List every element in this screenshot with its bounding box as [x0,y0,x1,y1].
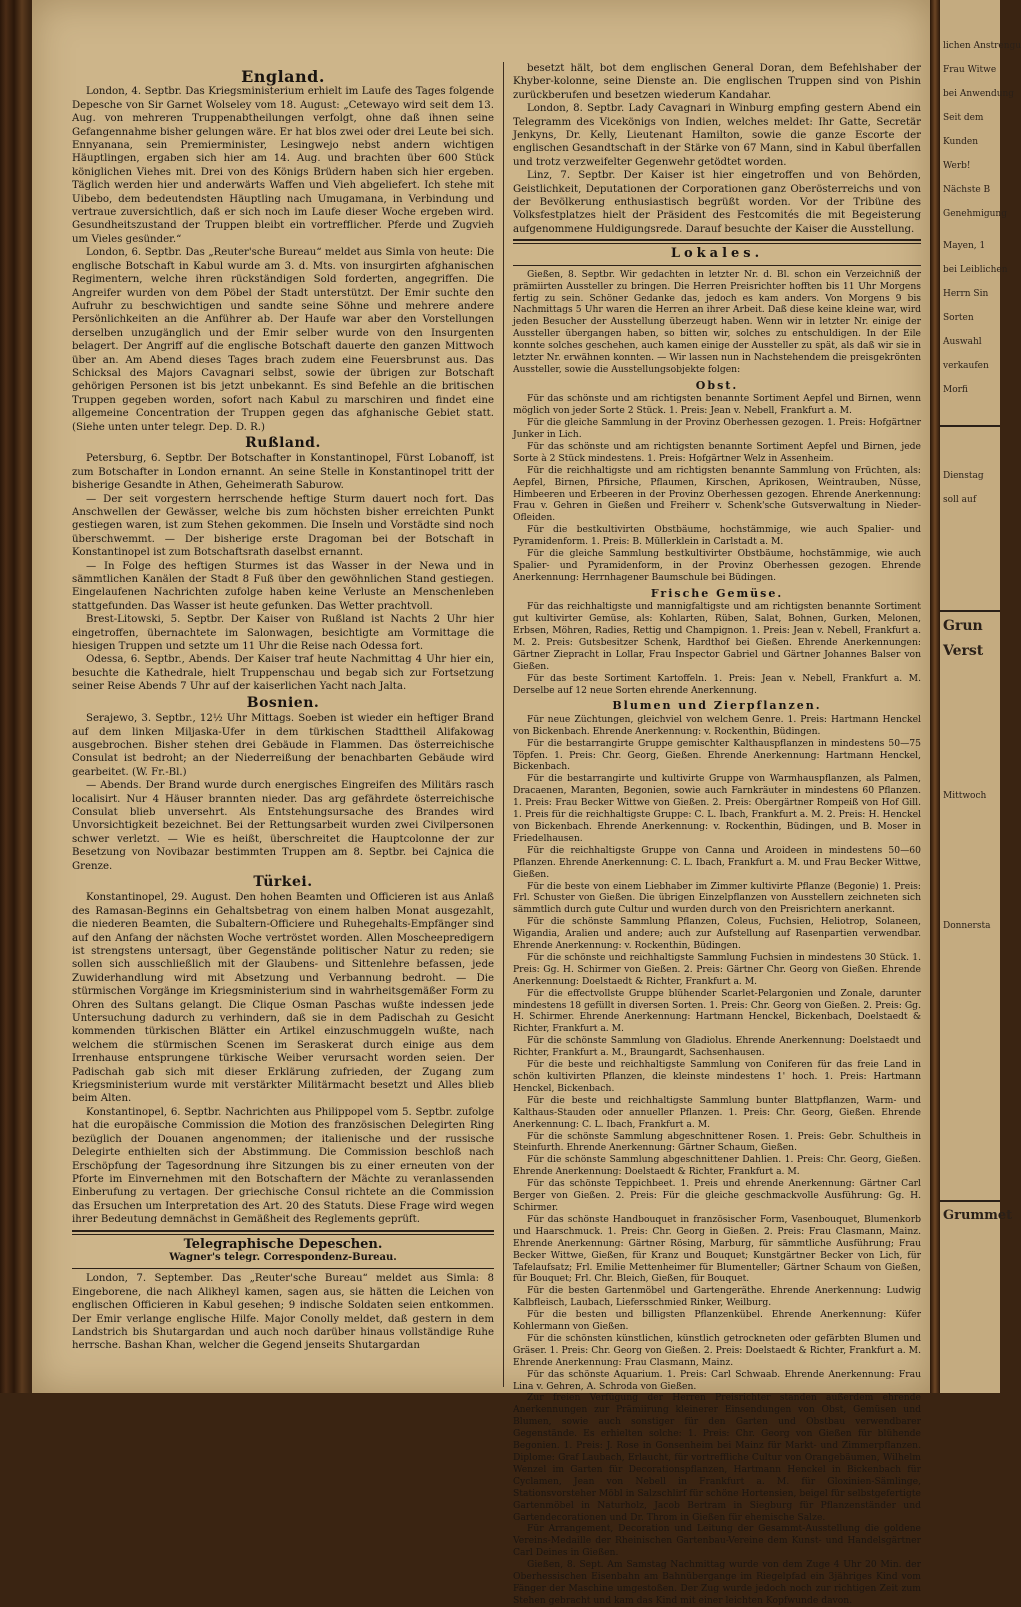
award-entry: Für das schönste Aquarium. 1. Preis: Carl Schwaab. Ehrende Anerkennung: Frau Lina v. Gehren, A. Schroda von Gießen. [513,1368,921,1392]
award-entry: Für die bestkultivirten Obstbäume, hochstämmige, wie auch Spalier- und Pyramidenform. 1. Preis: B. Müllerklein in Carlstadt a. M. [513,524,921,548]
fragment-line: lichen Anstrengu [943,41,1021,51]
award-entry: Für das reichhaltigste und mannigfaltigste und am richtigsten benannte Sortiment gut kultivirter Gemüse, als: Kohlarten, Rüben, Salat, Bohnen, Gurken, Melonen, Erbsen, Möhren, Radies, Rettig und Champignon. 1. Preis: Jean v. Nebell, Frankfurt a. M. 2. Preis: Gutsbesitzer Schenk, Hardthof bei Gießen. Ehrende Anerkennungen: Gärtner Ziepracht in Lollar, Frau Inspector Gabriel und Gärtner Johannes Balser von Gießen. [513,601,921,672]
fragment-line: Auswahl [943,337,982,347]
section-heading-russland: Rußland. [245,434,321,451]
award-entry: Für das schönste und am richtigsten benannte Sortiment Aepfel und Birnen, jede Sorte à 2 Stück mindestens. 1. Preis: Hofgärtner Welz in Assenheim. [513,440,921,464]
award-entry: Für die schönste Sammlung von Gladiolus. Ehrende Anerkennung: Doelstaedt und Richter, Frankfurt a. M., Braungardt, Sachsenhausen. [513,1035,921,1059]
article-paragraph: — Abends. Der Brand wurde durch energisches Eingreifen des Militärs rasch localisirt. Nur 4 Häuser brannten nieder. Das arg gefährdete österreichische Consulat blieb unversehrt. Als Entstehungsursache des Brandes wird Unvorsichtigkeit bezeichnet. Bei der Rettungsarbeit wurden zwei Civilpersonen schwer verletzt. — Wie es heißt, überschreitet die Hauptcolonne der zur Besetzung von Novibazar bestimmten Truppen am 8. Septbr. bei Cajnica die Grenze. [72,780,494,872]
award-entry: Für Arrangement, Decoration und Leitung der Gesammt-Ausstellung die goldene Vereins-Medaille der Rheinischen Gartenbau-Vereine dem Kunst- und Handelsgärtner Carl Deines in Gießen. [513,1523,921,1559]
fragment-line: Frau Witwe [943,65,997,75]
award-entry: Für die schönste Sammlung abgeschnittener Rosen. 1. Preis: Gebr. Schultheis in Steinfurth. Ehrende Anerkennung: Gärtner Schaum, Gießen. [513,1130,921,1154]
article-paragraph: Konstantinopel, 6. Septbr. Nachrichten aus Philippopel vom 5. Septbr. zufolge hat die europäische Commission die Motion des französischen Delegirten Ring bezüglich der Douanen angenommen; der italienische und der russische Delegirte enthielten sich der Abstimmung. Die Commission beschloß nach Erschöpfung der Tagesordnung ihre Sitzungen bis zu einer erneuten von der Pforte im Einvernehmen mit den Botschaftern der Mächte zu veranlassenden Einberufung zu vertagen. Der griechische Consul richtete an die Commission das Ersuchen um Interpretation des Art. 20 des Statuts. Diese Frage wird wegen ihrer Bedeutung demnächst in Gemäßheit des Reglements geprüft. [72,1106,494,1226]
award-entry: Für die bestarrangirte und kultivirte Gruppe von Warmhauspflanzen, als Palmen, Dracaenen, Maranten, Begonien, sowie auch Farnkräuter in mindestens 60 Pflanzen. 1. Preis: Frau Becker Wittwe von Gießen. 2. Preis: Obergärtner Rompeiß von Hof Gill. 1. Preis für die reichhaltigste Gruppe: C. L. Ibach, Frankfurt a. M. 2. Preis: H. Henckel von Bickenbach. Ehrende Anerkennung: v. Rockenthin, Büdingen, und B. Moser in Friedelhausen. [513,773,921,844]
fragment-rule [940,1200,1000,1202]
subheading-blumen: Blumen und Zierpflanzen. [612,699,822,713]
fragment-line: Morfi [943,385,968,395]
section-rule [513,265,921,266]
article-paragraph: Petersburg, 6. Septbr. Der Botschafter in Konstantinopel, Fürst Lobanoff, ist zum Botschafter in London ernannt. An seine Stelle in Konstantinopel tritt der bisherige Gesandte in Athen, Geheimerath Saburow. [72,453,494,492]
fragment-line: Seit dem [943,113,984,123]
fragment-line: verkaufen [943,361,989,371]
fragment-line: Nächste B [943,185,991,195]
fragment-line: bei Anwendung [943,89,1015,99]
award-entry: Für die effectvollste Gruppe blühender Scarlet-Pelargonien und Zonale, darunter mindestens 18 gefüllt in diversen Sorten. 1. Preis: Chr. Georg von Gießen. 2. Preis: Gg. H. Schirmer. Ehrende Anerkennung: Hartmann Henckel, Bickenbach, Doelstaedt & Richter, Frankfurt a. M. [513,987,921,1035]
fragment-line: soll auf [943,495,977,505]
award-entry: Für die schönste Sammlung Pflanzen, Coleus, Fuchsien, Heliotrop, Solaneen, Wigandia, Aralien und andere; auch zur Aufstellung auf Rasenpartien verwendbar. Ehrende Anerkennung: v. Rockenthin, Büdingen. [513,916,921,952]
fragment-heading: Verst [943,643,984,659]
fragment-line: bei Leiblichen [943,265,1008,275]
award-entry: Für die schönsten künstlichen, künstlich getrockneten oder gefärbten Blumen und Gräser. 1. Preis: Chr. Georg von Gießen. 2. Preis: Doelstaedt & Richter, Frankfurt a. M. Ehrende Anerkennung: Frau Clasmann, Mainz. [513,1332,921,1368]
article-paragraph: London, 6. Septbr. Das „Reuter'sche Bureau“ meldet aus Simla von heute: Die englische Botschaft in Kabul wurde am 3. d. Mts. von insurgirten afghanischen Regimentern, welche ihren rückständigen Sold forderten, angegriffen. Die Angreifer wurden von dem Pöbel der Stadt unterstützt. Der Emir suchte den Aufruhr zu beschwichtigen und sandte seine Söhne und mehrere andere Persönlichkeiten an die Anführer ab. Der Haufe war aber den Vorstellungen derselben unzugänglich und der Emir selber wurde von den Insurgenten belagert. Der Angriff auf die englische Botschaft dauerte den ganzen Mittwoch über an. Am Abend dieses Tages brach zudem eine Feuersbrunst aus. Das Schicksal des Majors Cavagnari selbst, sowie der übrigen zur Botschaft gehörigen Personen ist bis jetzt unbekannt. Es sind Befehle an die britischen Truppen gegeben worden, sofort nach Kabul zu marschiren und findet eine allgemeine Concentration der Truppen gegen das afghanische Gebiet statt. (Siehe unten unter telegr. Dep. D. R.) [72,247,494,433]
article-paragraph: Gießen, 8. Septbr. Wir gedachten in letzter Nr. d. Bl. schon ein Verzeichniß der prämiirten Aussteller zu bringen. Die Herren Preisrichter hofften bis 11 Uhr Morgens fertig zu sein. Schöner Gedanke das, jedoch es kam anders. Von Morgens 9 bis Nachmittags 5 Uhr waren die Herren an ihrer Arbeit. Daß diese keine kleine war, wird jeden Besucher der Ausstellung überzeugt haben. Wenn wir in letzter Nr. einige der Aussteller übergangen haben, so bitten wir, solches zu entschuldigen. In der Eile konnte solches geschehen, auch kamen einige der Aussteller zu spät, als daß wir sie in letzter Nr. erwähnen konnten. — Wir lassen nun in Nachstehendem die preisgekrönten Aussteller, sowie die Ausstellungsobjekte folgen: [513,268,921,375]
section-heading-tuerkei: Türkei. [253,873,313,890]
article-paragraph: London, 7. September. Das „Reuter'sche Bureau“ meldet aus Simla: 8 Eingeborene, die nach Alikheyl kamen, sagen aus, sie hätten die Leichen von englischen Officieren in Kabul gesehen; 9 indische Soldaten seien entkommen. Der Emir verlange englische Hilfe. Major Conolly meldet, daß gestern in dem Landstrich bis Shutargardan und auch noch darüber hinaus vollständige Ruhe herrsche. Bashan Khan, welcher die Gegend jenseits Shutargardan [72,1273,494,1352]
fragment-rule [940,610,1000,612]
fragment-line: Dienstag [943,471,984,481]
column-right [513,0,921,1607]
article-paragraph: — In Folge des heftigen Sturmes ist das Wasser in der Newa und in sämmtlichen Kanälen der Stadt 8 Fuß über den gewöhnlichen Stand gestiegen. Eingelaufenen Nachrichten zufolge haben keine Verluste an Menschenleben stattgefunden. Das Wasser ist heute gefunken. Das Wetter prachtvoll. [72,560,494,612]
fragment-line: Mayen, 1 [943,241,986,251]
article-paragraph: Serajewo, 3. Septbr., 12½ Uhr Mittags. Soeben ist wieder ein heftiger Brand auf dem linken Miljaska-Ufer in dem türkischen Stadttheil Alifakowag ausgebrochen. Bisher stehen drei Gebäude in Flammen. Das österreichische Consulat ist bedroht; an der Niederreißung der benachbarten Gebäude wird gearbeitet. (W. Fr.-Bl.) [72,713,494,778]
fragment-line: Werb! [943,161,971,171]
article-paragraph: Gießen, 8. Sept. Am Samstag Nachmittag wurde von dem Zuge 4 Uhr 20 Min. der Oberhessischen Eisenbahn am Bahnübergange im Riegelpfad ein 3jähriges Kind vom Fänger der Maschine umgestoßen. Der Zug wurde jedoch noch zur richtigen Zeit zum Stehen gebracht und kam das Kind mit einer leichten Kopfwunde davon. [513,1559,921,1606]
column-divider [503,62,504,1387]
article-paragraph: besetzt hält, bot dem englischen General Doran, dem Befehlshaber der Khyber-kolonne, seine Dienste an. Die englischen Truppen sind von Pishin zurückberufen und besetzen wiederum Kandahar. [513,63,921,101]
award-entry: Für das schönste Handbouquet in französischer Form, Vasenbouquet, Blumenkorb und Haarschmuck. 1. Preis: Chr. Georg in Gießen. 2. Preis: Frau Clasmann, Mainz. Ehrende Anerkennung: Gärtner Rösing, Marburg, für sämmtliche Ausführung; Frau Becker Wittwe, Gießen, für Kranz und Bouquet; Kunstgärtner Becker von Lich, für Tafelaufsatz; Frl. Emilie Mettenheimer für Blumenteller; Gärtner Schaum von Gießen, für Bouquet; Frl. Chr. Bleich, Gießen, für Bouquet. [513,1213,921,1285]
article-paragraph: Konstantinopel, 29. August. Den hohen Beamten und Officieren ist aus Anlaß des Ramasan-Beginns ein Gehaltsbetrag von einem halben Monat ausgezahlt, die niederen Beamten, die Subaltern-Officiere und Ruhegehalts-Empfänger sind auf den Anfang der nächsten Woche vertröstet worden. Allen Moscheepredigern ist strengstens untersagt, über Gegenstände politischer Natur zu reden; sie sollen sich ausschließlich mit der Glaubens- und Sittenlehre befassen, jede Zuwiderhandlung wird mit Absetzung und Verbannung bedroht. — Die stürmischen Vorgänge im Kriegsministerium sind in wahrheitsgemäßer Form zu Ohren des Sultans gelangt. Die Clique Osman Paschas wußte indessen jede Untersuchung dadurch zu verhindern, daß sie in dem Padischah zu Gesicht kommenden türkischen Blätter ein Artikel einzuschmuggeln wußte, nach welchem die stürmischen Scenen im Seraskerat durch einige aus dem Irrenhause entsprungene türkische Weiber verursacht worden seien. Der Padischah gab sich mit dieser Erklärung zufrieden, der Zugang zum Kriegsministerium wurde mit verstärkter Militärmacht besetzt und Alles blieb beim Alten. [72,892,494,1105]
award-entry: Für neue Züchtungen, gleichviel von welchem Genre. 1. Preis: Hartmann Henckel von Bickenbach. Ehrende Anerkennung: v. Rockenthin, Büdingen. [513,713,921,737]
section-heading-telegraphic: Telegraphische Depeschen. [183,1236,383,1252]
award-entry: Für die gleiche Sammlung bestkultivirter Obstbäume, hochstämmige, wie auch Spalier- und Pyramidenform, in der Provinz Oberhessen gezogen. Ehrende Anerkennung: Herrnhagener Baumschule bei Büdingen. [513,548,921,583]
section-heading-lokales: Lokales. [670,246,764,262]
award-entry: Für die gleiche Sammlung in der Provinz Oberhessen gezogen. 1. Preis: Hofgärtner Junker in Lich. [513,417,921,440]
telegraph-bureau-label: Wagner's telegr. Correspondenz-Bureau. [169,1251,397,1263]
award-entry: Für die reichhaltigste und am richtigsten benannte Sammlung von Früchten, als: Aepfel, Birnen, Pfirsiche, Pflaumen, Kirschen, Aprikosen, Weintrauben, Nüsse, Himbeeren und Erbeeren in der Provinz Oberhessen gezogen. Ehrende Anerkennung: Frau v. Gehren in Gießen und Freiherr v. Schenk'sche Gutsverwaltung in Nieder-Ofleiden. [513,464,921,524]
section-rule [72,1268,494,1269]
article-paragraph: — Der seit vorgestern herrschende heftige Sturm dauert noch fort. Das Anschwellen der Gewässer, welche bis zum höchsten bisher erreichten Punkt gestiegen waren, ist zum Stehen gekommen. Die Inseln und Vorstädte sind noch überschwemmt. — Der bisherige erste Dragoman bei der Botschaft in Konstantinopel ist zum Botschaftsrath daselbst ernannt. [72,493,494,559]
section-rule [513,239,921,244]
award-entry: Für die schönste und reichhaltigste Sammlung Fuchsien in mindestens 30 Stück. 1. Preis: Gg. H. Schirmer von Gießen. 2. Preis: Gärtner Chr. Georg von Gießen. Ehrende Anerkennung: Doelstaedt & Richter, Frankfurt a. M. [513,951,921,987]
article-paragraph: Odessa, 6. Septbr., Abends. Der Kaiser traf heute Nachmittag 4 Uhr hier ein, besuchte die Kathedrale, hielt Truppenschau und begab sich zur Fortsetzung seiner Reise Abends 7 Uhr auf der kaiserlichen Yacht nach Jalta. [72,654,494,693]
award-entry: Für die beste von einem Liebhaber im Zimmer kultivirte Pflanze (Begonie) 1. Preis: Frl. Schuster von Gießen. Die übrigen Einzelpflanzen von Ausstellern zeichneten sich sämmtlich durch gute Cultur und wurden durch von den Preisrichtern anerkannt. [513,880,921,916]
award-entry: Für das schönste Teppichbeet. 1. Preis und ehrende Anerkennung: Gärtner Carl Berger von Gießen. 2. Preis: Für die gleiche geschmackvolle Ausführung: Gg. H. Schirmer. [513,1178,921,1213]
award-entry: Für das beste Sortiment Kartoffeln. 1. Preis: Jean v. Nebell, Frankfurt a. M. Derselbe auf 12 neue Sorten ehrende Anerkennung. [513,672,921,696]
fragment-line: Donnersta [943,921,991,931]
article-paragraph: London, 8. Septbr. Lady Cavagnari in Winburg empfing gestern Abend ein Telegramm des Vicekönigs von Indien, welches meldet: Ihr Gatte, Secretär Jenkyns, Dr. Kelly, Lieutenant Hamilton, sowie die ganze Escorte der englischen Gesandtschaft in der Stärke von 67 Mann, sind in Kabul überfallen und trotz verzweifelter Gegenwehr getödtet worden. [513,103,921,168]
award-entry: Für die reichhaltigste Gruppe von Canna und Aroideen in mindestens 50—60 Pflanzen. Ehrende Anerkennung: C. L. Ibach, Frankfurt a. M. und Frau Becker Wittwe, Gießen. [513,844,921,880]
section-rule [72,1230,494,1235]
article-paragraph: Linz, 7. Septbr. Der Kaiser ist hier eingetroffen und von Behörden, Geistlichkeit, Deputationen der Corporationen ganz Oberösterreichs und von der Bevölkerung enthusiastisch begrüßt worden. Vor der Tribüne des Volksfestplatzes hielt der Präsident des Festcomités die mit Begeisterung aufgenommene Huldigungsrede. Darauf besuchte der Kaiser die Ausstellung. [513,170,921,235]
article-paragraph: London, 4. Septbr. Das Kriegsministerium erhielt im Laufe des Tages folgende Depesche von Sir Garnet Wolseley vom 18. August: „Cetewayo wird seit dem 13. Aug. von mehreren Truppenabtheilungen verfolgt, ohne daß ihnen seine Gefangennahme bisher gelungen wäre. Er hat blos zwei oder drei Leute bei sich. Ennyanana, sein Premierminister, Lesingwejo nebst andern wichtigen Häuptlingen, ergaben sich hier am 14. Aug. und brachten über 600 Stück königlichen Viehes mit. Drei von des Königs Brüdern haben sich hier ergeben. Täglich werden hier und anderwärts Waffen und Vieh abgeliefert. Ich stehe mit Uibebo, dem bedeutendsten Häuptling nach Umugamana, in Verbindung und vertraue zuversichtlich, daß er sich noch im Laufe dieser Woche ergeben wird. Gesundheitszustand der Truppen bleibt ein vortrefflicher. Pferde und Zugvieh um Vieles gesünder.“ [72,86,494,245]
subheading-gemuese: Frische Gemüse. [650,586,784,600]
book-spine [930,0,940,1393]
fragment-line: Genehmigung [943,209,1007,219]
fragment-rule [940,425,1000,427]
award-entry: Für die beste und reichhaltigste Sammlung von Coniferen für das freie Land in schön kultivirten Pflanzen, die kleinste mindestens 1' hoch. 1. Preis: Hartmann Henckel, Bickenbach. [513,1059,921,1094]
adjacent-page-fragment [940,0,1021,1393]
fragment-line: Herrn Sin [943,289,989,299]
fragment-line: Kunden [943,137,979,147]
article-paragraph: Brest-Litowski, 5. Septbr. Der Kaiser von Rußland ist Nachts 2 Uhr hier eingetroffen, übernachtete im Salonwagen, besichtigte am Vormittage die hiesigen Truppen und setzte um 11 Uhr die Reise nach Odessa fort. [72,614,494,653]
award-entry: Zur freien Verfügung der Herren Preisrichter standen außerdem ehrende Anerkennungen zur Prämiirung kleinerer Einsendungen von Obst, Gemüsen und Blumen, sowie auch sonstiger für den Garten und Obstbau verwendbarer Gegenstände. Es erhielten solche: 1. Preis: Chr. Georg von Gießen für blühende Begonien. 1. Preis: J. Rose in Gonsenheim bei Mainz für Markt- und Zimmerpflanzen. Diplome: Graf Laubach, Erlaucht, für vortreffliche Cultur von Orangebäumen, Wilhelm Wenzel im Garten für Decorationspflanzen, Hartmann Henckel in Bickenbach für Cyclamen, Jean von Nebell in Frankfurt a. M. für Gloxinien-Sämlinge, Stationsvorsteher Möbl in Salzschlirf für schöne Hortensien, beigel für selbstgefertigte Gartenmöbel in Naturholz, Jacob Bertram in Siegburg für Pflanzenständer und Gartendecorationen und Dr. Throm in Gießen für ehemische Salze. [513,1392,921,1523]
award-entry: Für das schönste und am richtigsten benannte Sortiment Aepfel und Birnen, wenn möglich von jeder Sorte 2 Stück. 1. Preis: Jean v. Nebell, Frankfurt a. M. [513,393,921,417]
section-heading-england: England. [241,67,325,86]
award-entry: Für die schönste Sammlung abgeschnittener Dahlien. 1. Preis: Chr. Georg, Gießen. Ehrende Anerkennung: Doelstaedt & Richter, Frankfurt a. M. [513,1154,921,1178]
award-entry: Für die besten Gartenmöbel und Gartengeräthe. Ehrende Anerkennung: Ludwig Kalbfleisch, Laubach, Liefersschmied Rinker, Weilburg. [513,1285,921,1309]
subheading-obst: Obst. [695,378,739,392]
column-left [72,0,494,1353]
award-entry: Für die beste und reichhaltigste Sammlung bunter Blattpflanzen, Warm- und Kalthaus-Stauden oder annueller Pflanzen. 1. Preis: Chr. Georg, Gießen. Ehrende Anerkennung: C. L. Ibach, Frankfurt a. M. [513,1094,921,1130]
award-entry: Für die besten und billigsten Pflanzenkübel. Ehrende Anerkennung: Küfer Kohlermann von Gießen. [513,1309,921,1333]
fragment-line: Sorten [943,313,974,323]
award-entry: Für die bestarrangirte Gruppe gemischter Kalthauspflanzen in mindestens 50—75 Töpfen. 1. Preis: Chr. Georg, Gießen. Ehrende Anerkennung: Hartmann Henckel, Bickenbach. [513,737,921,773]
fragment-line: Mittwoch [943,791,987,801]
fragment-heading: Grummet [943,1208,1013,1223]
section-heading-bosnien: Bosnien. [246,694,320,711]
fragment-heading: Grun [943,618,983,634]
